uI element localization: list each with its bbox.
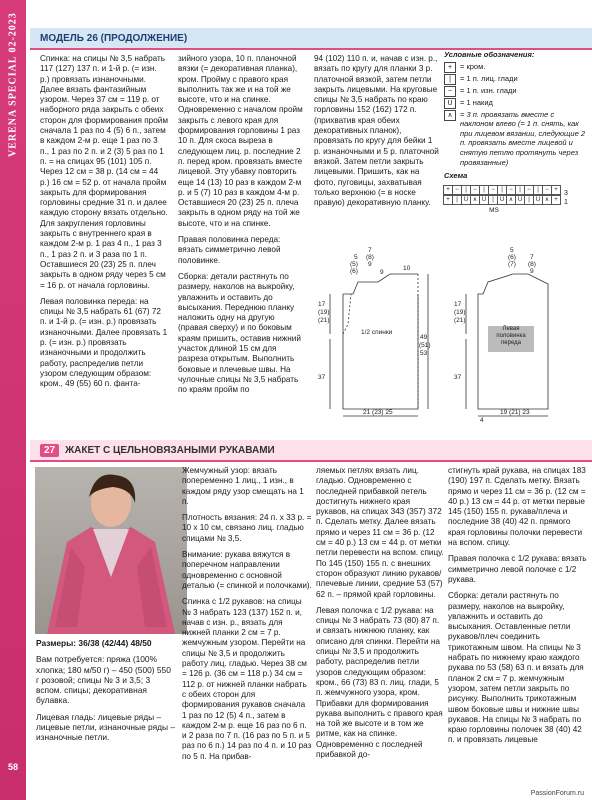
dim-label: 17 — [454, 301, 462, 308]
text-column-2 — [178, 54, 306, 424]
gauge-paragraph: Плотность вязания: 24 п. х 33 р. = 10 х 10 см, связано лиц. гладью спицами № 3,5. — [182, 513, 312, 543]
text-column-left-2 — [36, 638, 176, 798]
dim-label: (19) — [454, 309, 466, 316]
scheme-ms-label: MS — [489, 206, 499, 214]
text-column-mid-2 — [182, 466, 312, 796]
paragraph-assembly: Сборка: детали растянуть по размеру, наколов на выкройку, увлажнить и оставить до высыхания. Переднюю планку наложить одну на другую (правая сверху) и по боковым краям пришить, оставив нижний участок длиной 15 см для разреза открытым. Выполнить боковые и плечевые швы. На чулочные спицы № 3,5 набрать по краям пройм по — [178, 271, 301, 395]
section-header-model-27 — [30, 440, 592, 462]
attention-paragraph: Внимание: рукава вяжутся в поперечном направлении одновременно с основной деталью (= спинкой и полочками). — [182, 550, 312, 590]
dim-label: 19 (21) 23 — [500, 409, 530, 416]
left-front-sleeve-paragraph: Левая полочка с 1/2 рукава: на спицы № 3 набрать 73 (80) 87 п. и связать нижнюю планку, как описано для спинки. Перейти на спицы № 3,5 и продолжить работу, распределив петли узоров следующим образом: кром., 66 (73) 83 п. лиц. глади, 5 п. жемчужного узора, кром. Прибавки для формирования рукава выполнить с правого края на той же высоте и в том же ритме, как на спинке. Одновременно с последней прибавкой до- — [316, 605, 443, 760]
footer-watermark: PassionForum.ru — [530, 790, 584, 797]
legend-row — [444, 98, 589, 109]
piece-label-wrap — [488, 326, 534, 352]
diagram-back — [318, 244, 444, 420]
legend-row — [444, 62, 589, 73]
legend-text: = 1 п. изн. глади — [460, 85, 517, 95]
magazine-brand: VERENA SPECIAL 02-2023 — [7, 12, 19, 157]
dim-label: (7) — [508, 261, 516, 268]
dim-label: 7 — [530, 254, 534, 261]
dim-label: 53 — [420, 350, 428, 357]
dim-label: 9 — [530, 268, 534, 275]
paragraph-assembly-cont: 94 (102) 110 п. и, начав с изн. р., вязать по кругу для планки 3 р. платочной вязкой, затем петли закрыть лицевыми. На круговые спицы № 3,5 набрать по краю горловины 152 (162) 172 п. (прихватив края обеих декоративных планок), провязать по кругу для бейки 1 р. изнаночными и 5 р. платочной вязкой. Затем петли закрыть лицевыми. Пришить, как на фото, пуговицы, захватывая только верхнюю (= в носке правую) декоративную планку. — [314, 54, 439, 208]
scheme-grid — [444, 181, 589, 216]
section-header-model-26 — [30, 28, 592, 50]
text-column-1 — [40, 54, 168, 424]
stockinette-paragraph: Лицевая гладь: лицевые ряды – лицевые петли, изнаночные ряды – изнаночные петли. — [36, 711, 176, 743]
dim-label: 37 — [454, 374, 462, 381]
dim-label: (6) — [350, 268, 358, 275]
legend-text: = 1 п. лиц. глади — [460, 73, 518, 83]
dim-label: (8) — [528, 261, 536, 268]
dim-label: 17 — [318, 301, 326, 308]
piece-label: 1/2 спинки — [361, 329, 393, 336]
section-title: МОДЕЛЬ 26 (ПРОДОЛЖЕНИЕ) — [40, 32, 188, 44]
text-column-right-2 — [448, 466, 588, 796]
legend — [444, 50, 589, 215]
scheme-row-label: 3 — [564, 190, 568, 198]
scheme-title: Схема — [444, 171, 468, 181]
legend-title: Условные обозначения: — [444, 50, 535, 59]
legend-symbol: | — [444, 74, 456, 85]
dim-label: (21) — [318, 317, 330, 324]
paragraph-left-front: Левая половинка переда: на спицы № 3,5 набрать 61 (67) 72 п. и 1-й р. (= изн. р.) провязать изнаночными. Далее провязать 1 р. (= изн. р.) провязать изнаночными и продолжить работу, распределив петли узором следующим образом: кром., 49 (55) 60 п. фанта- — [40, 296, 168, 389]
legend-symbol: ∧ — [444, 110, 456, 121]
dim-label: 9 — [380, 269, 384, 276]
dim-label: 10 — [403, 265, 411, 272]
pattern-paragraph: Жемчужный узор: вязать попеременно 1 лиц., 1 изн., в каждом ряду узор смещать на 1 п. — [182, 466, 304, 506]
sizes-line: Размеры: 36/38 (42/44) 48/50 — [36, 638, 152, 648]
dim-label: 7 — [368, 247, 372, 254]
dim-label: (6) — [508, 254, 516, 261]
dim-label: 9 — [368, 261, 372, 268]
text-column-3 — [314, 54, 440, 244]
right-front-sleeve-paragraph: Правая полочка с 1/2 рукава: вязать симметрично левой полочке с 1/2 рукава. — [448, 554, 587, 584]
legend-text: = 1 накид — [460, 97, 493, 107]
dim-label: (21) — [454, 317, 466, 324]
dim-label: 5 — [354, 254, 358, 261]
legend-row — [444, 86, 589, 97]
dim-label: 37 — [318, 374, 326, 381]
scheme-row-1: + | U ∧ U | U ∧ U | U ∧ + — [444, 195, 561, 205]
armhole-line — [343, 294, 351, 334]
page-number: 58 — [7, 762, 18, 772]
legend-row — [444, 110, 589, 168]
dim-label: (51) — [419, 342, 431, 349]
text-column-mid-3 — [316, 466, 444, 796]
model-photo-illustration — [35, 467, 187, 634]
assembly-paragraph-2: Сборка: детали растянуть по размеру, наколов на выкройку, увлажнить и оставить до высыхания. Оставленные петли рукавов/плеч соединить трикотажным швом. На спицы № 3 набрать по нижнему краю каждого рукава по 53 (58) 63 п. и вязать для планок 2 см = 7 р. жемчужным узором, затем петли закрыть по рисунку. Выполнить трикотажным швом боковые швы и нижние швы рукавов. На спицы № 3 набрать по краю горловины полочек 38 (40) 42 п. и провязать лицевые — [448, 591, 584, 745]
paragraph-left-front-cont: зийного узора, 10 п. планочной вязки (= декоративная планка), кром. Пройму с правого края выполнить так же и на той же высоте, что и на спинке. Одновременно с началом пройм закрыть с левого края для формирования горловины 1 раз 10 п. Для скоса выреза в следующем лиц. р. последние 2 п. перед кром. провязать вместе лицевой. Эту убавку повторить еще 14 (13) 10 раз в каждом 2-м р. и 5 (7) 10 раз в каждом 4-м р. Оставшиеся 20 (23) 25 п. плеча закрыть в одном ряду на той же высоте, что и на спинке. — [178, 54, 303, 228]
legend-symbol: + — [444, 62, 456, 73]
legend-text: = 3 п. провязать вместе с наклоном влево (= 1 п. снять, как при лицевом вязании, следующие 2 п. провязать вместе лицевой и снятую петлю протянуть через провязанные) — [460, 109, 586, 167]
back-sleeves-cont: ляемых петлях вязать лиц. гладью. Одновременно с последней прибавкой петель достигнуть нижнего края рукавов, на спицах 343 (357) 372 п. Сделать метку. Далее вязать прямо и через 11 см = 36 р. (12 см = 40 р.) 13 см = 44 р. от метки петли перевести на вспом. спицу. По 145 (150) 155 п. с внешних сторон образуют линию рукавов/плечевые линии, средние 53 (57) 62 п. – прямой край горловины. — [316, 466, 444, 599]
paragraph-right-front: Правая половинка переда: вязать симметрично левой половинке. — [178, 235, 281, 265]
dim-label: 21 (23) 25 — [363, 409, 393, 416]
legend-text: = кром. — [460, 61, 486, 71]
dim-label: (5) — [350, 261, 358, 268]
legend-symbol: − — [444, 86, 456, 97]
piece-label: Левая половинка переда — [496, 326, 526, 346]
model-photo — [35, 467, 187, 634]
dim-label: 5 — [510, 247, 514, 254]
dim-label: 4 — [480, 417, 484, 424]
back-outline — [343, 274, 418, 409]
left-front-sleeve-cont: стигнуть край рукава, на спицах 183 (190) 197 п. Сделать метку. Вязать прямо и через 11 см = 36 р. (12 см = 40 р.) 13 см = 44 р. от метки первые 145 (150) 155 п. рукава/плеча и последние 38 (40) 42 п. прямого края горловины полочки перевести на вспом. спицу. — [448, 466, 586, 548]
scheme-row-label: 1 — [564, 199, 568, 207]
back-sleeves-paragraph: Спинка с 1/2 рукавов: на спицы № 3 набрать 123 (137) 152 п. и, начав с изн. р., вязать для нижней планки 2 см = 7 р. жемчужным узором. Перейти на спицы № 3,5 и продолжить работу лиц. гладью. Через 38 см = 126 р. (36 см = 118 р.) 34 см = 112 р. от нижней планки набрать с обеих сторон для формирования рукавов сначала 1 раз по 12 (5) 4 п., затем в каждом 2-м р. еще 16 раз по 6 п. и 2 раза по 7 п. (16 раз по 5 п. и 5 раз по 6 п.) 14 раз по 4 п. и 10 раз по 5 п. На прибав- — [182, 597, 312, 761]
diagram-front — [448, 244, 588, 424]
model-number-badge: 27 — [40, 444, 59, 457]
scheme-row-3: + − | − | − | − | − | − + — [444, 185, 561, 195]
paragraph-back: Спинка: на спицы № 3,5 набрать 117 (127) 137 п. и 1-й р. (= изн. р.) провязать изнаночными. Далее вязать фантазийным узором. Через 37 см = 119 р. от наборного ряда закрыть с обеих сторон для формирования пройм сначала 1 раз по 4 (5) 6 п., затем в каждом 2-м р. еще 1 раз по 3 п., 1 раз по 2 п. и 2 (3) 5 раз по 1 п. = на спицах 95 (101) 105 п. Через 12 см = 38 р. (14 см = 44 р.) 16 см = 52 р. от начала пройм закрыть для формирования горловины средние 31 п. и далее каждую сторону вязать отдельно. Для закругления горловины закрыть с внутреннего края в каждом 2-м р. 1 раз 4 п., 1 раз 3 п., 1 раз 2 п. и 3 раза по 1 п. Оставшиеся 20 (23) 25 п. плеч закрыть в одном ряду через 5 см = 16 р. от начала горловины. — [40, 54, 168, 290]
dim-label: 49 — [420, 334, 428, 341]
dim-label: (19) — [318, 309, 330, 316]
legend-row — [444, 74, 589, 85]
dim-label: (8) — [366, 254, 374, 261]
legend-symbol: U — [444, 98, 456, 109]
section-title: ЖАКЕТ С ЦЕЛЬНОВЯЗАНЫМИ РУКАВАМИ — [65, 444, 275, 456]
materials-paragraph: Вам потребуется: пряжа (100% хлопка; 180 м/50 г) – 450 (500) 550 г розовой; спицы № 3 и 3,5; 3 вспом. спицы; декоративная булавка. — [36, 654, 171, 706]
